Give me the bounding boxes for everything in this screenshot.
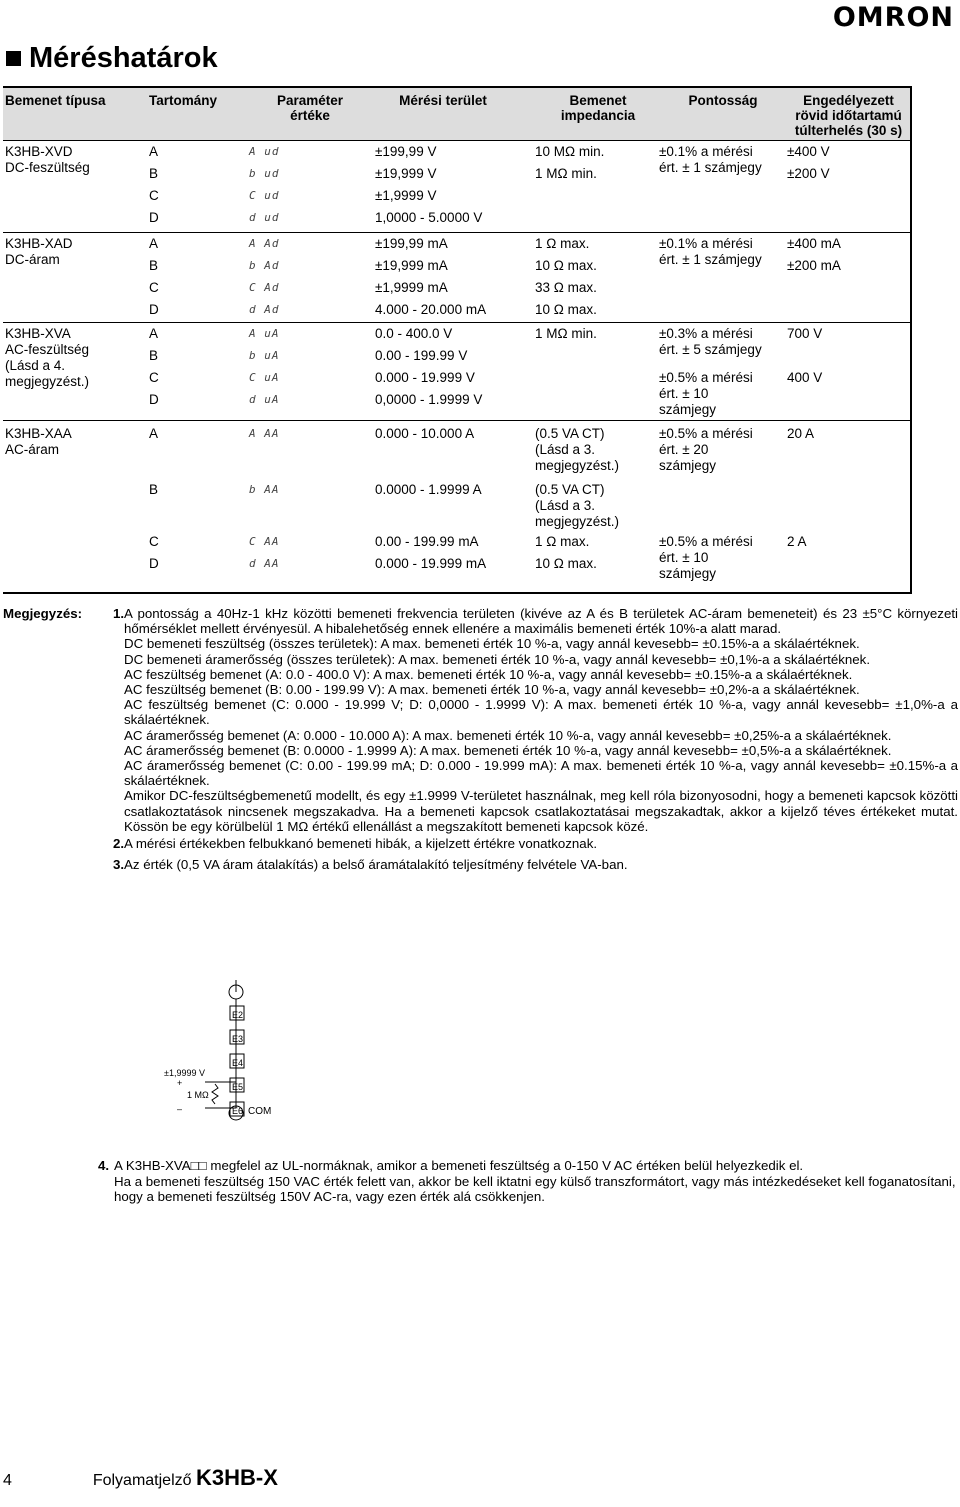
overload-cell: 20 A bbox=[787, 426, 815, 441]
overload-cell: ±200 mA bbox=[787, 258, 841, 273]
notes-label: Megjegyzés: bbox=[3, 606, 83, 621]
page-title-text: Méréshatárok bbox=[29, 42, 218, 74]
range-cell: A bbox=[149, 236, 159, 251]
input-type-line: K3HB-XAA bbox=[5, 426, 72, 441]
note-4-number: 4. bbox=[98, 1158, 110, 1173]
plus-label: + bbox=[177, 1078, 183, 1088]
area-cell: ±1,9999 V bbox=[375, 188, 437, 203]
impedance-cell: 33 Ω max. bbox=[535, 280, 597, 295]
range-cell: D bbox=[149, 302, 159, 317]
note-1-text bbox=[124, 606, 958, 834]
impedance-cell: 1 Ω max. bbox=[535, 236, 590, 251]
note-3-text: Az érték (0,5 VA áram átalakítás) a belső áramátalakító teljesítmény felvétele VA-ban. bbox=[124, 857, 628, 873]
terminal-wiring-diagram bbox=[150, 980, 330, 1130]
param-cell: A AA bbox=[249, 427, 280, 440]
impedance-cell: 1 Ω max. bbox=[535, 534, 590, 549]
impedance-cell: 1 MΩ min. bbox=[535, 326, 597, 341]
title-bullet-icon bbox=[6, 51, 21, 66]
input-type-line: K3HB-XVD bbox=[5, 144, 73, 159]
param-cell: C Ad bbox=[249, 281, 280, 294]
range-cell: A bbox=[149, 326, 159, 341]
overload-cell: ±400 V bbox=[787, 144, 830, 159]
note-1-paragraph: Amikor DC-feszültségbemenetű modellt, és egy ±1.9999 V-területet használnak, meg kell róla bizonyosodni, hogy a bemeneti kapcsok közötti csatlakoztatások nincsenek megszakadva. Ha a bemeneti kapcsok csatlakoztatásai megszakadtak, akkor a kijelző téves értékeket mutat. Kössön be egy körülbelül 1 MΩ értékű ellenállást a megszakított bemeneti kapcsok közé. bbox=[124, 788, 958, 834]
param-cell: C ud bbox=[249, 189, 280, 202]
input-type-line: AC-feszültség bbox=[5, 342, 90, 357]
impedance-cell: 10 Ω max. bbox=[535, 302, 597, 317]
note-4-line1: A K3HB-XVA□□ megfelel az UL-normáknak, amikor a bemeneti feszültség a 0-150 V AC értéken belül helyezkedik el. bbox=[114, 1158, 804, 1173]
area-cell: ±1,9999 mA bbox=[375, 280, 448, 295]
measurement-ranges-table bbox=[3, 86, 912, 594]
param-cell: d ud bbox=[249, 211, 280, 224]
footer-model: K3HB-X bbox=[195, 1465, 278, 1490]
area-cell: 1,0000 - 5.0000 V bbox=[375, 210, 483, 225]
input-type-line: megjegyzést.) bbox=[5, 374, 90, 389]
param-cell: d uA bbox=[249, 393, 280, 406]
impedance-cell: 10 Ω max. bbox=[535, 258, 597, 273]
table-group bbox=[3, 140, 910, 232]
accuracy-cell: ±0.1% a mérési ért. ± 1 számjegy bbox=[659, 236, 762, 267]
row-separator bbox=[3, 322, 910, 323]
param-cell: b Ad bbox=[249, 259, 280, 272]
area-cell: 0.0 - 400.0 V bbox=[375, 326, 453, 341]
param-cell: b uA bbox=[249, 349, 280, 362]
omron-logo: OMRON bbox=[832, 2, 954, 33]
terminal-e2-label: E2 bbox=[232, 1010, 244, 1020]
accuracy-cell: ±0.5% a mérési ért. ± 20 számjegy bbox=[659, 426, 753, 473]
range-cell: A bbox=[149, 144, 159, 159]
accuracy-cell: ±0.5% a mérési ért. ± 10 számjegy bbox=[659, 534, 753, 581]
page-number: 4 bbox=[3, 1472, 12, 1489]
row-separator bbox=[3, 140, 910, 141]
source-voltage-label: ±1,9999 V bbox=[164, 1068, 205, 1078]
header-area: Mérési terület bbox=[399, 93, 487, 108]
note-1-paragraph: AC feszültség bemenet (C: 0.000 - 19.999 V; D: 0,0000 - 1.9999 V): A max. bemeneti érték 10 %-a, vagy annál kevesebb= ±1,0%-a a skálaértéknek. bbox=[124, 697, 958, 728]
header-overload: Engedélyezett rövid időtartamú túlterhelés (30 s) bbox=[794, 93, 903, 138]
page-title bbox=[6, 42, 218, 75]
terminal-e3-label: E3 bbox=[232, 1034, 244, 1044]
page-footer bbox=[3, 1465, 278, 1491]
input-type-line: K3HB-XAD bbox=[5, 236, 73, 251]
resistor-label: 1 MΩ bbox=[187, 1090, 209, 1100]
footer-label: Folyamatjelző bbox=[92, 1472, 192, 1489]
input-type-cell bbox=[5, 236, 73, 268]
input-type-line: DC-feszültség bbox=[5, 160, 90, 175]
note-1-paragraph: AC feszültség bemenet (A: 0.0 - 400.0 V): A max. bemeneti érték 10 %-a, vagy annál kevesebb= ±0.15%-a a skálaértéknek. bbox=[124, 666, 853, 682]
input-type-cell bbox=[5, 144, 90, 176]
note-1-paragraph: AC feszültség bemenet (B: 0.00 - 199.99 V): A max. bemeneti érték 10 %-a, vagy annál kevesebb= ±0,2%-a a skálaértéknek. bbox=[124, 682, 860, 698]
table-group bbox=[3, 322, 910, 420]
notes-section bbox=[3, 606, 958, 872]
accuracy-cell: ±0.1% a mérési ért. ± 1 számjegy bbox=[659, 144, 762, 175]
note-1-paragraph: DC bemeneti feszültség (összes területek): A max. bemeneti érték 10 %-a, vagy annál kevesebb= ±0.15%-a a skálaértéknek. bbox=[124, 636, 860, 652]
area-cell: 0.00 - 199.99 mA bbox=[375, 534, 479, 549]
impedance-cell: 10 MΩ min. bbox=[535, 144, 605, 159]
area-cell: 0.000 - 19.999 V bbox=[375, 370, 475, 385]
note-3-number: 3. bbox=[113, 857, 125, 873]
area-cell: 0.000 - 19.999 mA bbox=[375, 556, 487, 571]
area-cell: ±199,99 mA bbox=[375, 236, 448, 251]
param-cell: A uA bbox=[249, 327, 280, 340]
terminal-e4-label: E4 bbox=[232, 1058, 244, 1068]
impedance-cell: (0.5 VA CT) (Lásd a 3. megjegyzést.) bbox=[535, 482, 620, 529]
param-cell: A ud bbox=[249, 145, 280, 158]
note-4-line2: Ha a bemeneti feszültség 150 VAC érték felett van, akkor be kell iktatni egy külső transzformátort, vagy más intézkedéseket kell foganatosítani, hogy a bemeneti feszültség 150V AC-ra, vagy ezen érték alá csökkenjen. bbox=[114, 1173, 956, 1204]
range-cell: A bbox=[149, 426, 159, 441]
note-2-text: A mérési értékekben felbukkanó bemeneti hibák, a kijelzett értékre vonatkoznak. bbox=[124, 836, 598, 852]
range-cell: C bbox=[149, 370, 159, 385]
overload-cell: ±200 V bbox=[787, 166, 830, 181]
area-cell: ±19,999 V bbox=[375, 166, 437, 181]
header-param: Paraméter értéke bbox=[276, 93, 344, 123]
accuracy-cell: ±0.3% a mérési ért. ± 5 számjegy bbox=[659, 326, 762, 357]
range-cell: C bbox=[149, 280, 159, 295]
range-cell: D bbox=[149, 210, 159, 225]
minus-label: – bbox=[177, 1104, 183, 1114]
note-1-paragraph: AC áramerősség bemenet (C: 0.00 - 199.99 mA; D: 0.000 - 19.999 mA): A max. bemeneti érték 10 %-a, vagy annál kevesebb= ±0.15%-a a skálaértéknek. bbox=[124, 758, 958, 789]
range-cell: D bbox=[149, 556, 159, 571]
row-separator bbox=[3, 420, 910, 421]
header-impedance: Bemenet impedancia bbox=[560, 93, 636, 123]
terminal-e5-label: E5 bbox=[232, 1082, 244, 1092]
note-4 bbox=[98, 1158, 958, 1205]
header-range: Tartomány bbox=[149, 93, 218, 108]
note-1-number: 1. bbox=[113, 606, 125, 621]
table-header bbox=[3, 88, 910, 140]
note-1-paragraph: AC áramerősség bemenet (A: 0.000 - 10.000 A): A max. bemeneti érték 10 %-a, vagy annál kevesebb= ±0,25%-a a skálaértéknek. bbox=[124, 727, 892, 743]
overload-cell: ±400 mA bbox=[787, 236, 841, 251]
input-type-line: DC-áram bbox=[5, 252, 60, 267]
impedance-cell: 10 Ω max. bbox=[535, 556, 597, 571]
overload-cell: 700 V bbox=[787, 326, 823, 341]
overload-cell: 2 A bbox=[787, 534, 807, 549]
input-type-cell bbox=[5, 326, 89, 390]
com-label: COM bbox=[248, 1106, 272, 1117]
table-group bbox=[3, 232, 910, 322]
area-cell: ±19,999 mA bbox=[375, 258, 448, 273]
header-input-type: Bemenet típusa bbox=[5, 93, 106, 108]
input-type-cell bbox=[5, 426, 72, 458]
param-cell: d AA bbox=[249, 557, 280, 570]
input-type-line: (Lásd a 4. bbox=[5, 358, 66, 373]
area-cell: ±199,99 V bbox=[375, 144, 437, 159]
range-cell: C bbox=[149, 188, 159, 203]
impedance-cell: 1 MΩ min. bbox=[535, 166, 597, 181]
overload-cell: 400 V bbox=[787, 370, 823, 385]
range-cell: C bbox=[149, 534, 159, 549]
range-cell: B bbox=[149, 348, 159, 363]
area-cell: 0.0000 - 1.9999 A bbox=[375, 482, 482, 497]
note-1-paragraph: AC áramerősség bemenet (B: 0.0000 - 1.9999 A): A max. bemeneti érték 10 %-a, vagy annál kevesebb= ±0,5%-a a skálaértéknek. bbox=[124, 742, 892, 758]
param-cell: C uA bbox=[249, 371, 280, 384]
accuracy-cell: ±0.5% a mérési ért. ± 10 számjegy bbox=[659, 370, 753, 417]
param-cell: b ud bbox=[249, 167, 280, 180]
table-group bbox=[3, 420, 910, 590]
param-cell: d Ad bbox=[249, 303, 280, 316]
terminal-e6-label: E6 bbox=[232, 1106, 244, 1116]
input-type-line: K3HB-XVA bbox=[5, 326, 71, 341]
area-cell: 0.000 - 10.000 A bbox=[375, 426, 475, 441]
impedance-cell: (0.5 VA CT) (Lásd a 3. megjegyzést.) bbox=[535, 426, 620, 473]
param-cell: C AA bbox=[249, 535, 280, 548]
range-cell: D bbox=[149, 392, 159, 407]
note-1-paragraph: DC bemeneti áramerősség (összes területek): A max. bemeneti érték 10 %-a, vagy annál kevesebb= ±0,1%-a a skálaértéknek. bbox=[124, 651, 871, 667]
area-cell: 4.000 - 20.000 mA bbox=[375, 302, 487, 317]
range-cell: B bbox=[149, 482, 159, 497]
input-type-line: AC-áram bbox=[5, 442, 60, 457]
area-cell: 0,0000 - 1.9999 V bbox=[375, 392, 483, 407]
row-separator bbox=[3, 232, 910, 233]
header-accuracy: Pontosság bbox=[688, 93, 758, 108]
param-cell: A Ad bbox=[249, 237, 280, 250]
range-cell: B bbox=[149, 166, 159, 181]
param-cell: b AA bbox=[249, 483, 280, 496]
range-cell: B bbox=[149, 258, 159, 273]
note-2-number: 2. bbox=[113, 836, 125, 852]
area-cell: 0.00 - 199.99 V bbox=[375, 348, 468, 363]
note-1-paragraph: A pontosság a 40Hz-1 kHz közötti bemeneti frekvencia területen (kivéve az A és B területek AC-áram bemeneteit) és 23 ±5°C környezeti hőmérséklet mellett érvényesül. A hibalehetőség ennek ellenére a maximális bemeneti érték 10%-a alatt marad. bbox=[124, 606, 958, 637]
